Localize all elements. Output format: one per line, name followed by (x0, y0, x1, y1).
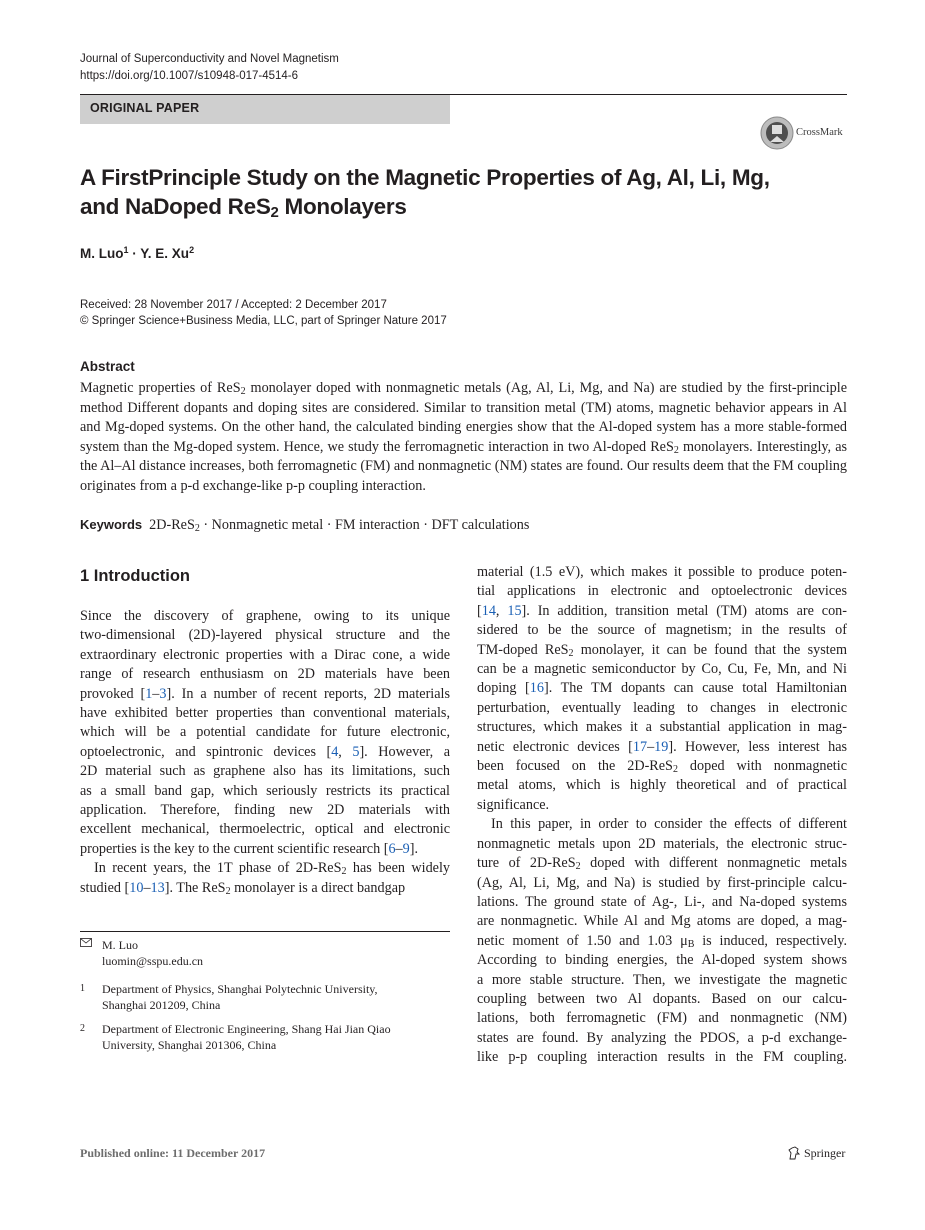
text-line: extraordinary electronic properties with a Dirac cone, a wide (80, 646, 450, 663)
author-2[interactable]: Y. E. Xu (140, 246, 190, 261)
keywords: Keywords 2D-ReS$_2$ · Nonmagnetic metal · FM interaction · DFT calculations (80, 517, 530, 534)
text-line: In this paper, in order to consider the effects of different (491, 816, 847, 833)
text-line: range of research enthusiasm on 2D materials have been (80, 666, 450, 683)
intro-left-column (80, 607, 450, 898)
text-line: metal atoms, which is highly theoretical and of practical (477, 777, 847, 794)
corresponding-email[interactable]: luomin@sspu.edu.cn (102, 954, 204, 968)
text-line: In recent years, the 1T phase of 2D-ReS$_2$ has been widely (94, 860, 450, 878)
text-line: netic moment of 1.50 and 1.03 $\mu_B$ is induced, respectively. (477, 932, 847, 950)
title-line-1: A FirstPrinciple Study on the Magnetic Properties of Ag, Al, Li, Mg, (80, 165, 770, 190)
section-heading-introduction: 1 Introduction (80, 567, 190, 585)
corresponding-name: M. Luo (102, 938, 138, 952)
text-line: ture of 2D-ReS$_2$ doped with different nonmagnetic metals (477, 855, 847, 873)
text-line: as a small band gap, which seriously restricts its practical (80, 782, 450, 799)
text-line: which will be a potential candidate for future electronic, (80, 724, 450, 741)
text-line: states are found. By analyzing the PDOS, a p-d exchange- (477, 1029, 847, 1046)
journal-name: Journal of Superconductivity and Novel Magnetism (80, 53, 339, 65)
affiliation-2: 2 Department of Electronic Engineering, Shang Hai Jian Qiao University, Shanghai 201306, China (80, 1022, 391, 1052)
doi-link[interactable]: https://doi.org/10.1007/s10948-017-4514-6 (80, 70, 299, 82)
footnote-rule (80, 931, 450, 932)
springer-horse-icon (787, 1146, 801, 1160)
text-line: excellent mechanical, thermoelectric, optical and electronic (80, 821, 450, 838)
text-line: sidered to be the source of magnetism; in the results of (477, 622, 847, 639)
text-line: studied [10–13]. The ReS$_2$ monolayer is a direct bandgap (80, 879, 406, 897)
text-line: netic electronic devices [17–19]. However, less interest has (477, 738, 848, 755)
author-1[interactable]: M. Luo (80, 246, 124, 261)
text-line: properties is the key to the current scientific research [6–9]. (80, 840, 419, 857)
text-line: TM-doped ReS$_2$ monolayer, it can be found that the system (477, 641, 847, 659)
text-line: like p-p coupling interaction results in the FM coupling. (477, 1049, 847, 1066)
paper-title (80, 163, 840, 227)
crossmark-label: CrossMark (796, 127, 843, 138)
crossmark-badge[interactable] (760, 116, 850, 152)
text-line: 2D material such as graphene also has its limitations, such (80, 763, 450, 780)
envelope-icon (80, 937, 92, 953)
footnotes (80, 937, 450, 1061)
journal-header (80, 51, 339, 85)
article-history (80, 297, 447, 329)
author-list: M. Luo$^1$ · Y. E. Xu$^2$ (80, 245, 195, 261)
article-type-label: ORIGINAL PAPER (90, 101, 200, 115)
text-line: nonmagnetic metals upon 2D materials, the electronic struc- (477, 835, 847, 852)
text-line: lations. The ground state of Ag-, Li-, and Na-doped systems (477, 893, 847, 910)
text-line: According to binding energies, the Al-doped system shows (477, 952, 847, 969)
text-line: provoked [1–3]. In a number of recent reports, 2D materials (80, 685, 451, 702)
text-line: structures, which makes it a substantial application in mag- (477, 719, 847, 736)
text-line: are nonmagnetic. While Al and Mg atoms are doped, a mag- (477, 913, 847, 930)
affiliation-1: 1 Department of Physics, Shanghai Polytechnic University, Shanghai 201209, China (80, 982, 378, 1012)
title-line-2: and NaDoped ReS$_2$ Monolayers (80, 194, 407, 221)
text-line: application. Therefore, finding new 2D materials with (80, 802, 450, 819)
text-line: [14, 15]. In addition, transition metal (TM) atoms are con- (477, 602, 848, 619)
text-line: two-dimensional (2D)-layered physical structure and the (80, 627, 450, 644)
text-line: Since the discovery of graphene, owing to its unique (80, 608, 450, 624)
text-line: a more stable structure. Then, we investigate the magnetic (477, 971, 847, 988)
text-line: have exhibited better properties than conventional materials, (80, 705, 450, 722)
received-accepted-dates: Received: 28 November 2017 / Accepted: 2 December 2017 (80, 299, 387, 311)
text-line: lations, both ferromagnetic (FM) and nonmagnetic (NM) (477, 1010, 847, 1027)
text-line: significance. (477, 796, 550, 813)
published-online-date: Published online: 11 December 2017 (80, 1146, 266, 1160)
text-line: optoelectronic, and spintronic devices [4, 5]. However, a (80, 743, 451, 760)
author-2-affiliation: 2 (189, 245, 195, 255)
text-line: been focused on the 2D-ReS$_2$ doped with nonmagnetic (477, 758, 847, 776)
keywords-label: Keywords (80, 517, 143, 532)
text-line: can be a magnetic semiconductor by Co, Cu, Fe, Mn, and Ni (477, 661, 847, 678)
text-line: tial applications in electronic and optoelectronic devices (477, 583, 847, 600)
corresponding-author (80, 937, 450, 969)
text-line: doping [16]. The TM dopants can cause total Hamiltonian (477, 680, 847, 697)
abstract-text: Magnetic properties of ReS$_2$ monolayer doped with nonmagnetic metals (Ag, Al, Li, Mg, and Na) are studied by the first-principle method Different dopants and doping sites are considered. Similar to transition metal (TM) atoms, magnetic behavior appears in Al and Mg-doped systems. On the other hand, the calculated binding energies show that the Al-doped system has a more stable-formed system than the Mg-doped system. Hence, we study the ferromagnetic interaction in two Al-doped ReS$_2$ monolayers. Interestingly, as the Al–Al distance increases, both ferromagnetic (FM) and nonmagnetic (NM) states are found. Our results deem that the FM coupling originates from a p-d exchange-like p-p coupling interaction. (80, 380, 848, 494)
text-line: (Ag, Al, Li, Mg, and Na) is studied by first-principle calcu- (477, 874, 847, 891)
text-line: material (1.5 eV), which makes it possible to produce poten- (477, 564, 847, 580)
copyright-notice: © Springer Science+Business Media, LLC, part of Springer Nature 2017 (80, 315, 447, 327)
publisher-logo: Springer (787, 1146, 845, 1161)
text-line: perturbation, eventually leading to changes in electronic (477, 699, 847, 716)
author-1-affiliation: 1 (123, 245, 129, 255)
crossmark-icon (760, 116, 794, 150)
text-line: coupling between two Al dopants. Based on our calcu- (477, 990, 847, 1007)
abstract-heading: Abstract (80, 359, 135, 374)
intro-right-column (477, 563, 847, 1068)
